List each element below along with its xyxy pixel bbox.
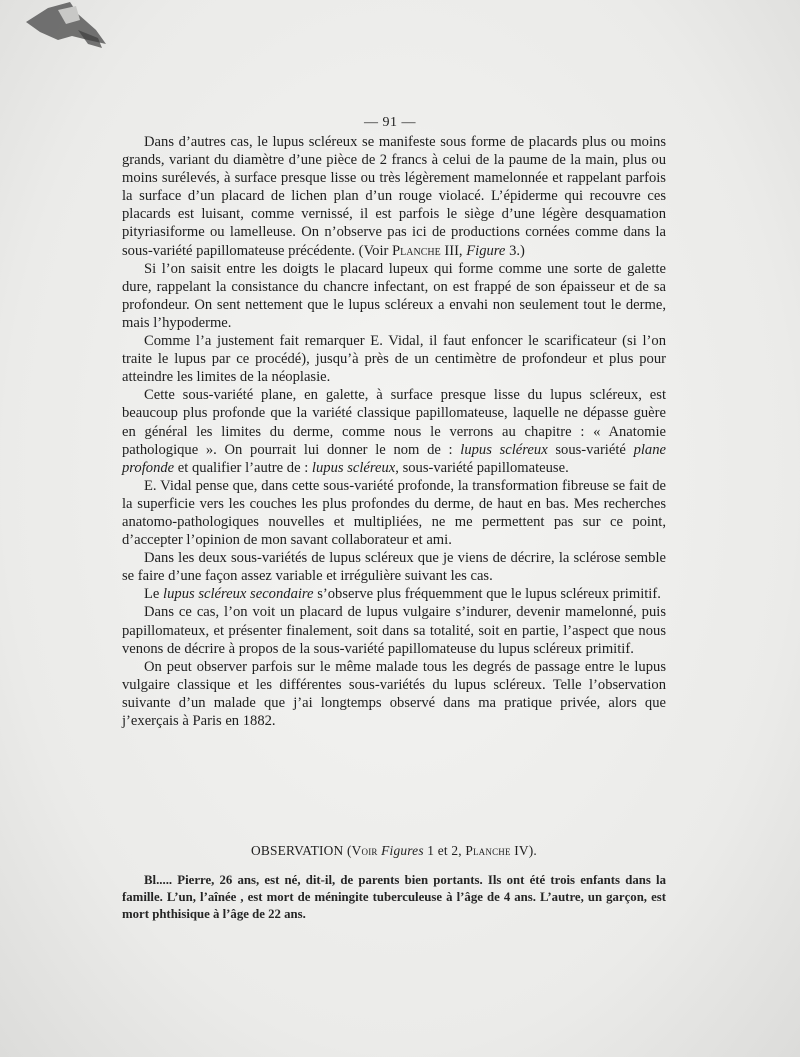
case-note-paragraph: [122, 872, 666, 923]
text-segment: Le: [144, 586, 164, 603]
text-segment: IV).: [510, 843, 537, 858]
text-segment: 3.): [505, 242, 525, 259]
text-segment: Dans les deux sous-variétés de lupus scléreux que je viens de décrire, la sclérose semble se faire d’une façon assez variable et irrégulière suivant les cas.: [122, 550, 666, 585]
paragraph: [122, 477, 666, 549]
text-segment: Si l’on saisit entre les doigts le placard lupeux qui forme comme une sorte de galette dure, rappelant la consistance du chancre infectant, on est frappé de son épaisseur et de sa profondeur. On sent nettement que le lupus scléreux a envahi non seulement tout le derme, mais l’hypoderme.: [122, 260, 666, 331]
text-segment: Comme l’a justement fait remarquer E. Vidal, il faut enfoncer le scarificateur (si l’on traite le lupus par ce procédé), jusqu’à près de un centimètre de profondeur et plus pour atteindre les limites de la néoplasie.: [122, 333, 666, 386]
text-segment: Bl..... Pierre, 26 ans, est né, dit-il, de parents bien portants. Ils ont été trois enfants dans la famille. L’un, l’aînée , est mort de méningite tuberculeuse à l’âge de 4 ans. L’autre, un garçon, est mort phthisique à l’âge de 22 ans.: [122, 873, 666, 921]
text-segment: Dans d’autres cas, le lupus scléreux se manifeste sous forme de placards plus ou moins grands, variant du diamètre d’une pièce de 2 francs à celui de la paume de la main, plus ou moins surélevés, à surface presque lisse ou très légèrement mamelonnée et rappelant parfois la surface d’un placard de lichen plan d’un rouge violacé. L’épiderme qui recouvre ces placards est luisant, comme vernissé, il est parfois le siège d’une légère desquamation pityriasiforme ou lamelleuse. On n’observe pas ici de productions cornées comme dans la sous-variété papillomateuse précédente. (Voir: [122, 134, 666, 259]
case-note: [122, 872, 666, 923]
text-segment: plane profonde: [122, 441, 666, 476]
text-segment: sous-variété: [547, 441, 634, 458]
text-segment: Planche: [465, 843, 511, 858]
observation-heading: [122, 843, 666, 859]
paragraph: [122, 332, 666, 386]
page-number: — 91 —: [364, 115, 416, 130]
text-segment: III,: [440, 242, 467, 259]
text-segment: 1 et 2,: [423, 843, 466, 858]
paragraph: [122, 260, 666, 332]
paragraph: [122, 133, 666, 260]
text-segment: Cette sous-variété plane, en galette, à surface presque lisse du lupus scléreux, est beaucoup plus profonde que la variété classique papillomateuse, laquelle ne dépasse guère en général les limites du derme, comme nous le verrons au chapitre : « Anatomie pathologique ». On pourrait lui donner le nom de :: [122, 387, 666, 458]
paragraph: [122, 386, 666, 476]
text-segment: Figure: [466, 242, 506, 259]
text-segment: , sous-variété papillomateuse.: [395, 459, 569, 476]
torn-corner-mark: [18, 0, 108, 55]
text-segment: et qualifier l’autre de :: [174, 459, 312, 476]
body-text: [122, 133, 666, 730]
text-segment: Figures: [381, 843, 424, 858]
text-segment: E. Vidal pense que, dans cette sous-variété profonde, la transformation fibreuse se fait de la superficie vers les couches les plus profondes du derme, de haut en bas. Mes recherches anatomo-pathologiques nouvelles et multipliées, ne me permettent pas sur ce point, d’accepter l’opinion de mon savant collaborateur et ami.: [122, 477, 666, 549]
text-segment: Dans ce cas, l’on voit un placard de lupus vulgaire s’indurer, devenir mamelonné, puis papillomateux, et présenter finalement, soit dans sa totalité, soit en partie, l’aspect que nous venons de décrire à propos de la sous-variété papillomateuse du lupus scléreux primitif.: [122, 604, 666, 657]
text-segment: lupus scléreux secondaire: [163, 586, 314, 603]
text-segment: On peut observer parfois sur le même malade tous les degrés de passage entre le lupus vulgaire classique et les différentes sous-variétés du lupus scléreux. Telle l’observation suivante d’un malade que j’ai longtemps observé dans ma pratique privée, alors que j’exerçais à Paris en 1882.: [122, 658, 666, 729]
paragraph: [122, 658, 666, 730]
paragraph: [122, 585, 666, 603]
text-segment: lupus scléreux: [460, 441, 548, 458]
paragraph: [122, 549, 666, 585]
paragraph: [122, 603, 666, 657]
text-segment: OBSERVATION (: [251, 843, 352, 858]
text-segment: Planche: [392, 242, 441, 259]
text-segment: lupus scléreux: [311, 459, 396, 476]
text-segment: s’observe plus fréquemment que le lupus scléreux primitif.: [313, 586, 661, 603]
text-segment: Voir: [351, 843, 378, 858]
